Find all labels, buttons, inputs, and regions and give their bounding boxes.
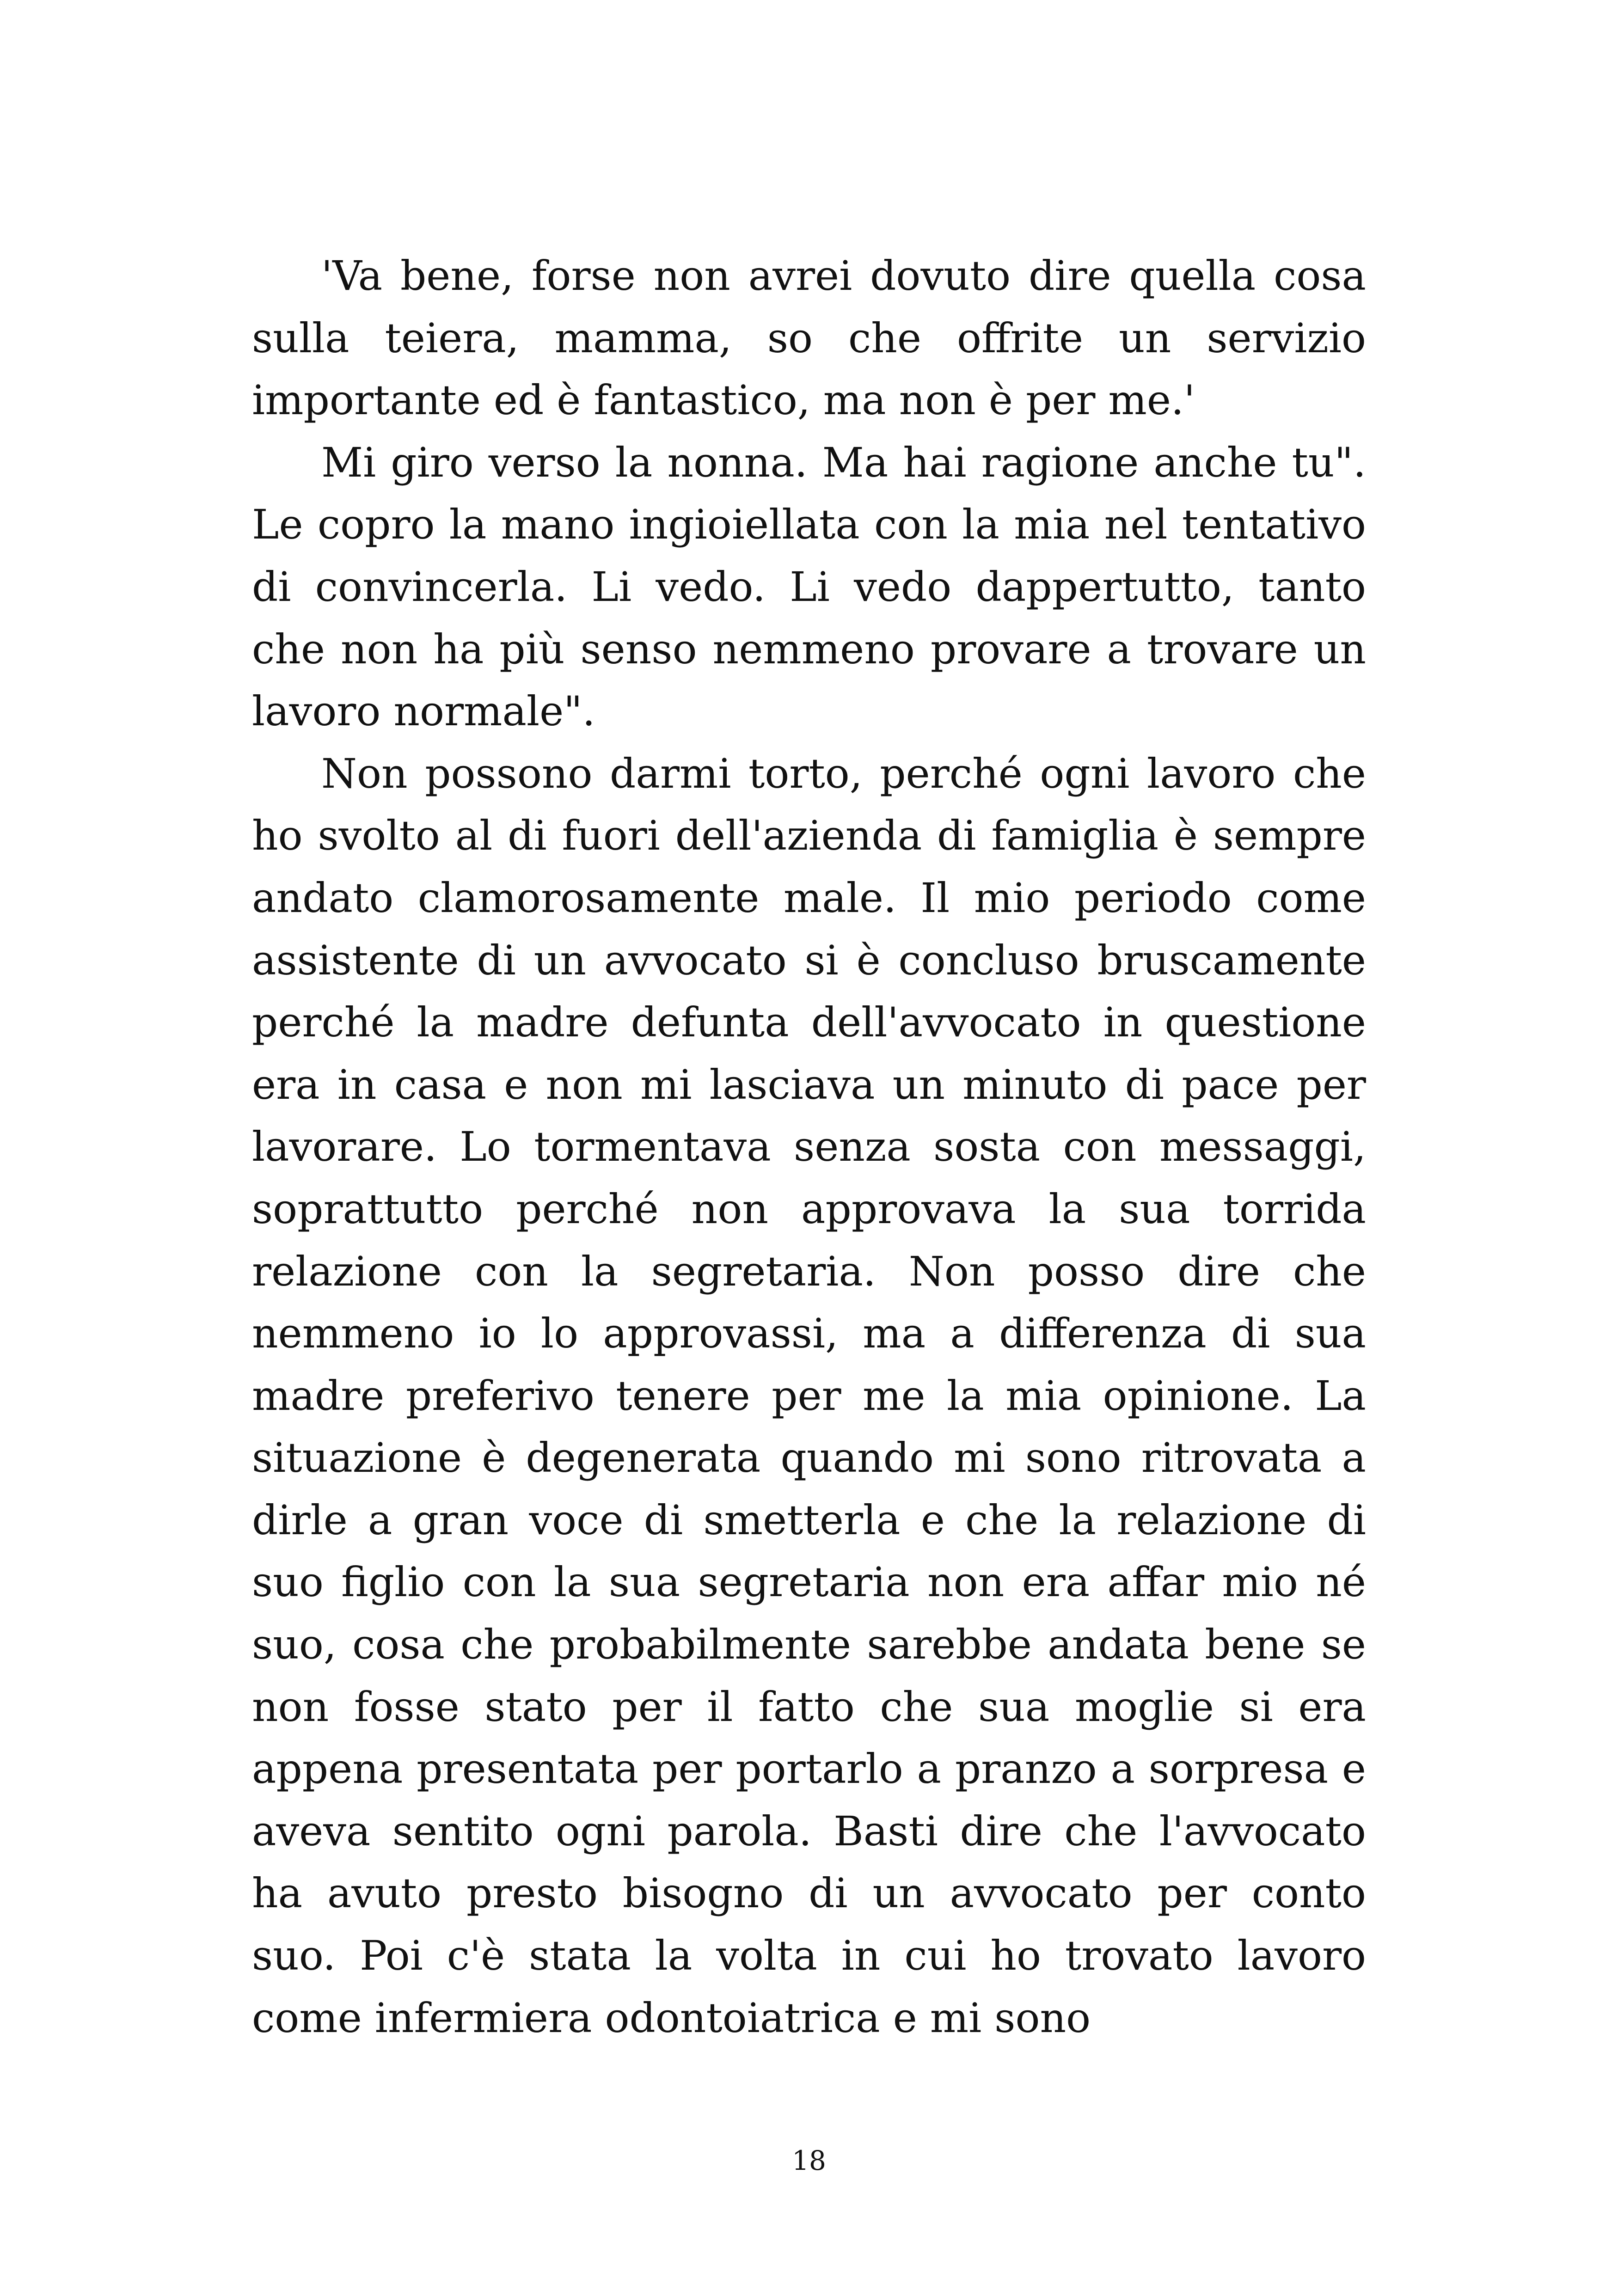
paragraph: 'Va bene, forse non avrei dovuto dire quella cosa sulla teiera, mamma, so che offrite un servizio importante ed è fantastico, ma non è per me.'	[252, 252, 1366, 424]
page-number: 18	[792, 2145, 826, 2176]
paragraph: Mi giro verso la nonna. Ma hai ragione anche tu". Le copro la mano ingioiellata con la mia nel tentativo di convincerla. Li vedo. Li vedo dappertutto, tanto che non ha più senso nemmeno provare a trovare un lavoro normale".	[252, 438, 1366, 735]
body-text	[252, 245, 1366, 2049]
paragraph: Non possono darmi torto, perché ogni lavoro che ho svolto al di fuori dell'azienda di famiglia è sempre andato clamorosamente male. Il mio periodo come assistente di un avvocato si è concluso bruscamente perché la madre defunta dell'avvocato in questione era in casa e non mi lasciava un minuto di pace per lavorare. Lo tormentava senza sosta con messaggi, soprattutto perché non approvava la sua torrida relazione con la segretaria. Non posso dire che nemmeno io lo approvassi, ma a differenza di sua madre preferivo tenere per me la mia opinione. La situazione è degenerata quando mi sono ritrovata a dirle a gran voce di smetterla e che la relazione di suo figlio con la sua segretaria non era affar mio né suo, cosa che probabilmente sarebbe andata bene se non fosse stato per il fatto che sua moglie si era appena presentata per portarlo a pranzo a sorpresa e aveva sentito ogni parola. Basti dire che l'avvocato ha avuto presto bisogno di un avvocato per conto suo. Poi c'è stata la volta in cui ho trovato lavoro come infermiera odontoiatrica e mi sono	[252, 749, 1366, 2042]
